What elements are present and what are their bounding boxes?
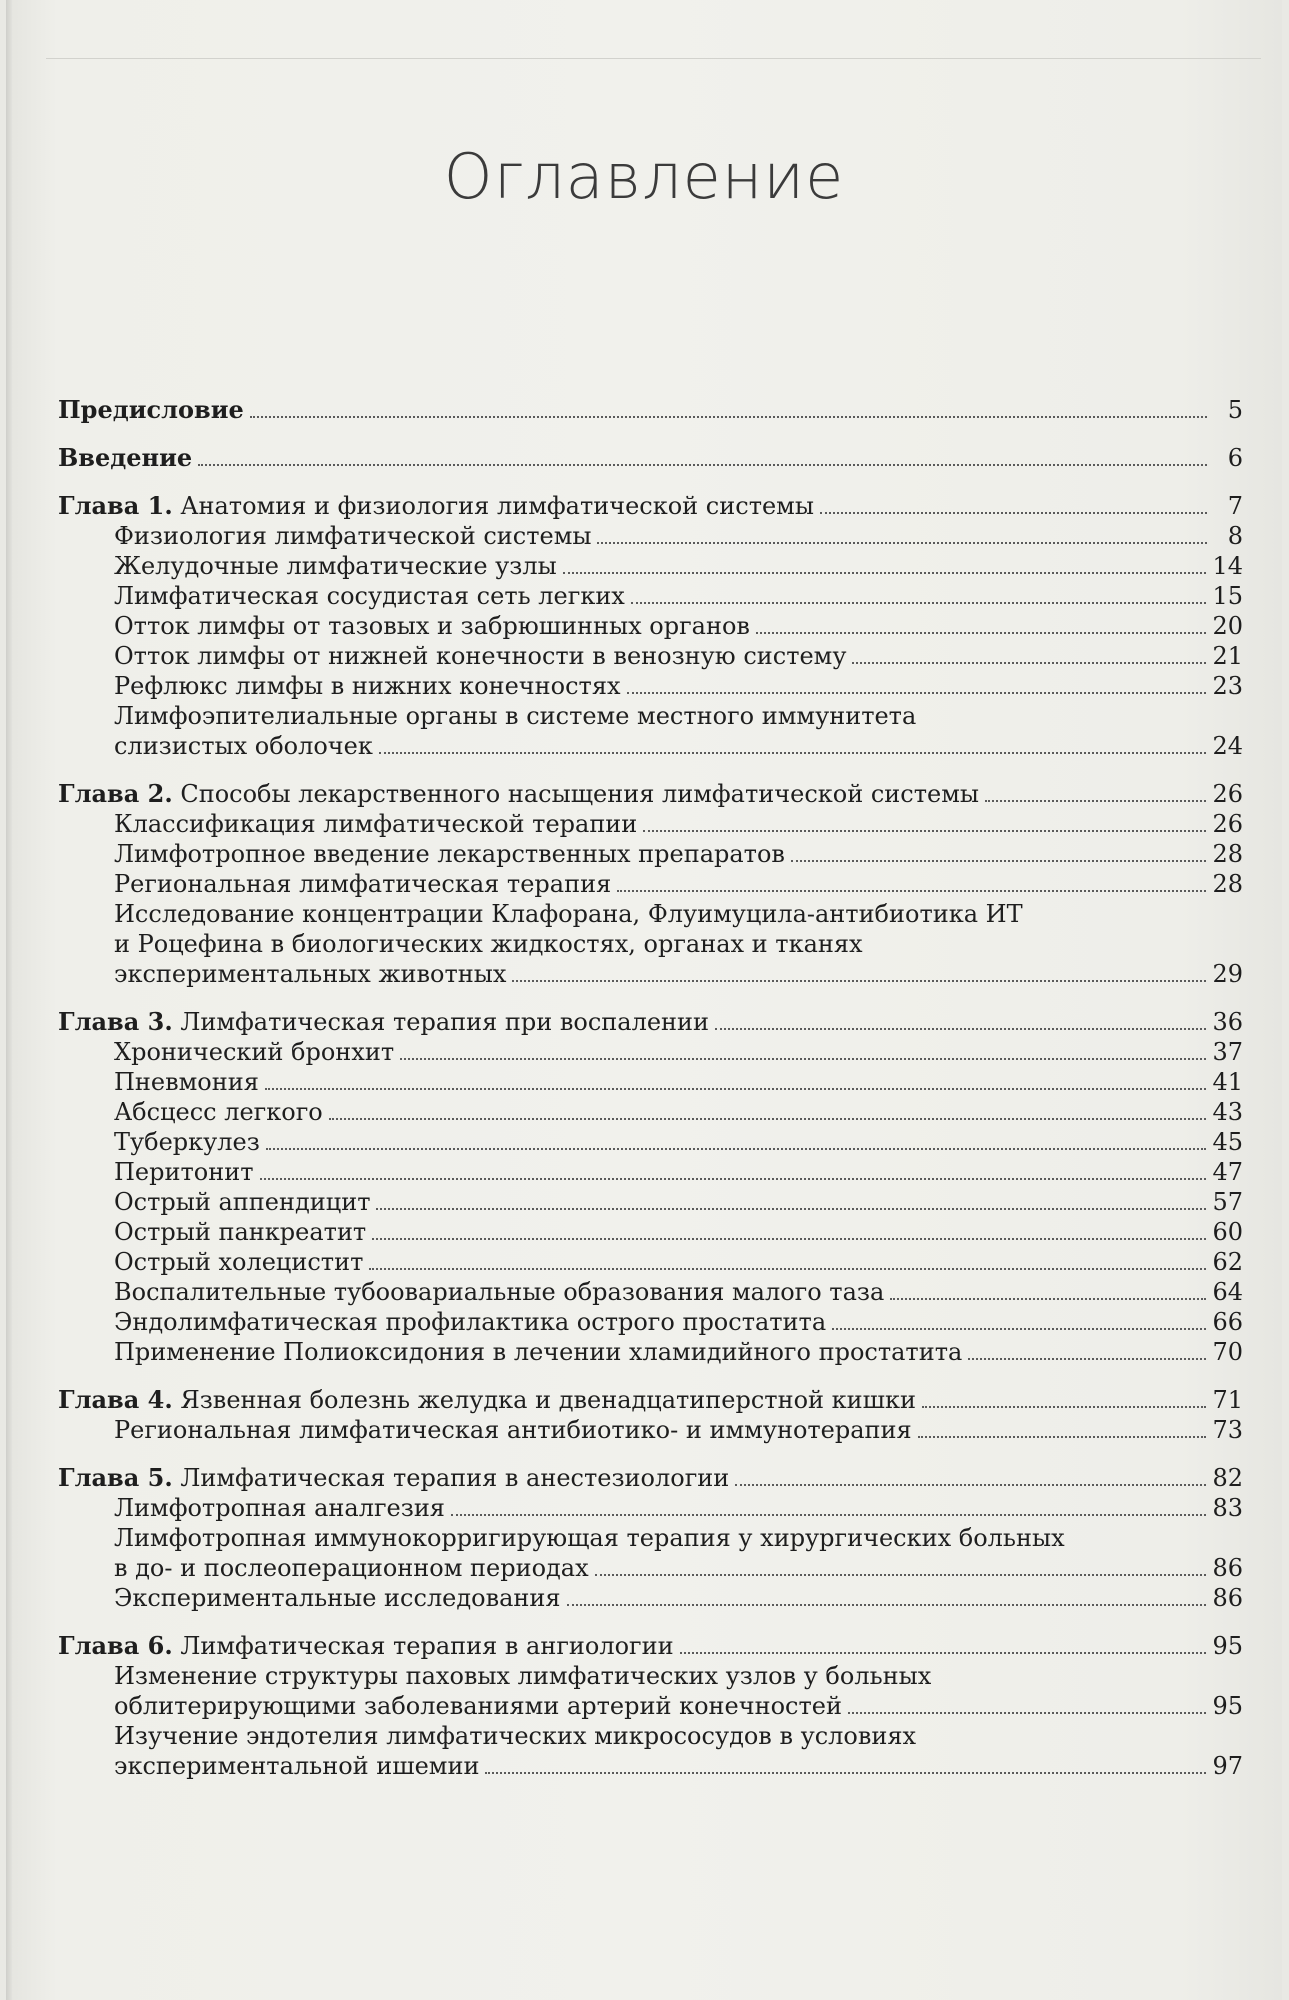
toc-page-number: 36 — [1212, 1008, 1243, 1036]
toc-page-number: 60 — [1212, 1218, 1243, 1246]
toc-section-label: Отток лимфы от нижней конечности в венозную систему — [114, 642, 847, 670]
toc-section[interactable] — [58, 1097, 1243, 1127]
toc-entry-label: Введение — [58, 443, 193, 472]
toc-section[interactable] — [58, 551, 1243, 581]
toc-section[interactable] — [58, 1751, 1243, 1781]
toc-section[interactable] — [58, 641, 1243, 671]
chapter-title: Способы лекарственного насыщения лимфатической системы — [180, 780, 979, 808]
toc-section-label: слизистых оболочек — [114, 732, 373, 760]
dot-leader — [617, 890, 1206, 892]
toc-chapter-1[interactable] — [58, 491, 1243, 521]
dot-leader — [512, 980, 1206, 982]
toc-chapter-3[interactable] — [58, 1007, 1243, 1037]
toc-section[interactable] — [58, 809, 1243, 839]
toc-page-number: 66 — [1212, 1308, 1243, 1336]
chapter-prefix: Глава 3. — [58, 1007, 173, 1036]
toc-section-label: Экспериментальные исследования — [114, 1584, 561, 1612]
toc-section[interactable] — [58, 959, 1243, 989]
toc-section-label: Отток лимфы от тазовых и забрюшинных органов — [114, 612, 750, 640]
dot-leader — [791, 860, 1207, 862]
dot-leader — [848, 1712, 1206, 1714]
dot-leader — [597, 542, 1207, 544]
toc-page-number: 95 — [1212, 1632, 1243, 1660]
toc-entry-introduction[interactable] — [58, 443, 1243, 473]
toc-section-label: Острый аппендицит — [114, 1188, 371, 1216]
toc-section-label: Лимфатическая сосудистая сеть легких — [114, 582, 625, 610]
dot-leader — [567, 1604, 1207, 1606]
toc-page-number: 57 — [1212, 1188, 1243, 1216]
toc-page-number: 86 — [1212, 1584, 1243, 1612]
toc-section-label: Рефлюкс лимфы в нижних конечностях — [114, 672, 621, 700]
toc-section[interactable] — [58, 839, 1243, 869]
toc-page-number: 8 — [1227, 522, 1243, 550]
toc-page-number: 82 — [1212, 1464, 1243, 1492]
toc-chapter-label — [58, 1631, 674, 1661]
chapter-title: Лимфатическая терапия в анестезиологии — [180, 1464, 730, 1492]
toc-section[interactable] — [58, 1187, 1243, 1217]
toc-section[interactable] — [58, 1127, 1243, 1157]
dot-leader — [198, 464, 1207, 466]
toc-section-label: Хронический бронхит — [114, 1038, 395, 1066]
toc-chapter-5[interactable] — [58, 1463, 1243, 1493]
toc-page-number: 62 — [1212, 1248, 1243, 1276]
toc-page-number: 24 — [1212, 732, 1243, 760]
toc-page-number: 95 — [1212, 1692, 1243, 1720]
toc-section-label: Лимфотропная аналгезия — [114, 1494, 445, 1522]
book-page — [6, 0, 1282, 2000]
toc-section-label: Региональная лимфатическая терапия — [114, 870, 612, 898]
dot-leader — [890, 1298, 1206, 1300]
toc-page-number: 71 — [1212, 1386, 1243, 1414]
toc-section[interactable] — [58, 1067, 1243, 1097]
toc-section-label: Желудочные лимфатические узлы — [114, 552, 557, 580]
dot-leader — [968, 1358, 1206, 1360]
toc-page-number: 26 — [1212, 780, 1243, 808]
toc-section-label: экспериментальных животных — [114, 960, 507, 988]
chapter-prefix: Глава 4. — [58, 1385, 173, 1414]
toc-section[interactable] — [58, 1217, 1243, 1247]
toc-section[interactable] — [58, 1157, 1243, 1187]
chapter-list — [58, 491, 1243, 1781]
toc-section-line: Лимфотропная иммунокорригирующая терапия у хирургических больных — [114, 1524, 1065, 1552]
toc-page-number: 43 — [1212, 1098, 1243, 1126]
toc-chapter-label — [58, 1007, 709, 1037]
toc-section[interactable] — [58, 1691, 1243, 1721]
toc-page-number: 7 — [1227, 492, 1243, 520]
dot-leader — [400, 1058, 1206, 1060]
toc-page-number: 5 — [1227, 396, 1243, 424]
toc-page-number: 70 — [1212, 1338, 1243, 1366]
table-of-contents — [58, 395, 1243, 1781]
toc-page-number: 97 — [1212, 1752, 1243, 1780]
page-edge — [6, 0, 12, 2000]
dot-leader — [715, 1028, 1206, 1030]
toc-page-number: 23 — [1212, 672, 1243, 700]
toc-page-number: 73 — [1212, 1416, 1243, 1444]
toc-section[interactable] — [58, 1583, 1243, 1613]
header-rule — [46, 58, 1261, 59]
toc-page-number: 83 — [1212, 1494, 1243, 1522]
chapter-prefix: Глава 1. — [58, 491, 173, 520]
toc-section[interactable] — [58, 1553, 1243, 1583]
dot-leader — [735, 1484, 1206, 1486]
toc-section[interactable] — [58, 671, 1243, 701]
toc-section[interactable] — [58, 731, 1243, 761]
toc-section[interactable] — [58, 1415, 1243, 1445]
toc-page-number: 6 — [1227, 444, 1243, 472]
dot-leader — [985, 800, 1206, 802]
chapter-title: Язвенная болезнь желудка и двенадцатиперстной кишки — [180, 1386, 916, 1414]
toc-section-label: облитерирующими заболеваниями артерий конечностей — [114, 1692, 842, 1720]
toc-section[interactable] — [58, 521, 1243, 551]
toc-section-label: экспериментальной ишемии — [114, 1752, 480, 1780]
chapter-prefix: Глава 5. — [58, 1463, 173, 1492]
toc-section-line: Изучение эндотелия лимфатических микрососудов в условиях — [114, 1722, 917, 1750]
chapter-prefix: Глава 2. — [58, 779, 173, 808]
toc-page-number: 45 — [1212, 1128, 1243, 1156]
toc-section-label: Острый панкреатит — [114, 1218, 367, 1246]
toc-chapter-label — [58, 491, 814, 521]
dot-leader — [918, 1436, 1207, 1438]
toc-section-label: Эндолимфатическая профилактика острого простатита — [114, 1308, 827, 1336]
toc-section[interactable] — [58, 869, 1243, 899]
toc-section[interactable] — [58, 1037, 1243, 1067]
toc-page-number: 28 — [1212, 840, 1243, 868]
toc-page-number: 47 — [1212, 1158, 1243, 1186]
toc-page-number: 28 — [1212, 870, 1243, 898]
dot-leader — [922, 1406, 1207, 1408]
dot-leader — [563, 572, 1207, 574]
toc-section-label: Острый холецистит — [114, 1248, 364, 1276]
toc-page-number: 29 — [1212, 960, 1243, 988]
toc-section-line: Лимфоэпителиальные органы в системе местного иммунитета — [114, 702, 917, 730]
toc-section-label: Региональная лимфатическая антибиотико- и иммунотерапия — [114, 1416, 912, 1444]
chapter-title: Анатомия и физиология лимфатической системы — [180, 492, 814, 520]
dot-leader — [595, 1574, 1207, 1576]
toc-page-number: 15 — [1212, 582, 1243, 610]
toc-page-number: 64 — [1212, 1278, 1243, 1306]
dot-leader — [627, 692, 1207, 694]
toc-chapter-6[interactable] — [58, 1631, 1243, 1661]
toc-page-number: 26 — [1212, 810, 1243, 838]
toc-section-label: в до- и послеоперационном периодах — [114, 1554, 589, 1582]
toc-page-number: 41 — [1212, 1068, 1243, 1096]
toc-entry-label: Предисловие — [58, 395, 244, 424]
dot-leader — [369, 1268, 1206, 1270]
toc-page-number: 21 — [1212, 642, 1243, 670]
toc-chapter-2[interactable] — [58, 779, 1243, 809]
toc-page-number: 86 — [1212, 1554, 1243, 1582]
toc-section[interactable] — [58, 1307, 1243, 1337]
toc-chapter-4[interactable] — [58, 1385, 1243, 1415]
toc-section-line: Изменение структуры паховых лимфатических узлов у больных — [114, 1662, 932, 1690]
dot-leader — [260, 1178, 1207, 1180]
dot-leader — [265, 1088, 1207, 1090]
dot-leader — [852, 662, 1206, 664]
dot-leader — [643, 830, 1206, 832]
toc-section-label: Применение Полиоксидония в лечении хламидийного простатита — [114, 1338, 963, 1366]
dot-leader — [329, 1118, 1207, 1120]
dot-leader — [680, 1652, 1207, 1654]
toc-section-line: и Роцефина в биологических жидкостях, органах и тканях — [114, 930, 863, 958]
toc-entry-preface[interactable] — [58, 395, 1243, 425]
toc-section-label: Пневмония — [114, 1068, 259, 1096]
dot-leader — [756, 632, 1207, 634]
toc-section[interactable] — [58, 1337, 1243, 1367]
toc-section-line: Исследование концентрации Клафорана, Флуимуцила-антибиотика ИТ — [114, 900, 1023, 928]
toc-chapter-label — [58, 1385, 916, 1415]
toc-section[interactable] — [58, 1277, 1243, 1307]
dot-leader — [372, 1238, 1206, 1240]
toc-section[interactable] — [58, 1247, 1243, 1277]
toc-section-label: Абсцесс легкого — [114, 1098, 323, 1126]
chapter-title: Лимфатическая терапия в ангиологии — [180, 1632, 674, 1660]
toc-section[interactable] — [58, 1493, 1243, 1523]
toc-section-label: Физиология лимфатической системы — [114, 522, 592, 550]
toc-page-number: 14 — [1212, 552, 1243, 580]
toc-chapter-label — [58, 1463, 729, 1493]
dot-leader — [376, 1208, 1206, 1210]
dot-leader — [451, 1514, 1207, 1516]
dot-leader — [820, 512, 1207, 514]
chapter-prefix: Глава 6. — [58, 1631, 173, 1660]
dot-leader — [266, 1148, 1207, 1150]
toc-chapter-label — [58, 779, 979, 809]
chapter-title: Лимфатическая терапия при воспалении — [180, 1008, 710, 1036]
toc-section[interactable] — [58, 581, 1243, 611]
toc-section[interactable] — [58, 611, 1243, 641]
toc-section-label: Перитонит — [114, 1158, 254, 1186]
page-title: Оглавление — [443, 140, 845, 213]
toc-section-label: Воспалительные тубоовариальные образования малого таза — [114, 1278, 885, 1306]
dot-leader — [485, 1772, 1206, 1774]
dot-leader — [379, 752, 1207, 754]
toc-section-label: Лимфотропное введение лекарственных препаратов — [114, 840, 785, 868]
dot-leader — [250, 416, 1207, 418]
toc-page-number: 20 — [1212, 612, 1243, 640]
toc-page-number: 37 — [1212, 1038, 1243, 1066]
toc-section-label: Классификация лимфатической терапии — [114, 810, 638, 838]
dot-leader — [631, 602, 1207, 604]
toc-section-label: Туберкулез — [114, 1128, 260, 1156]
dot-leader — [832, 1328, 1206, 1330]
